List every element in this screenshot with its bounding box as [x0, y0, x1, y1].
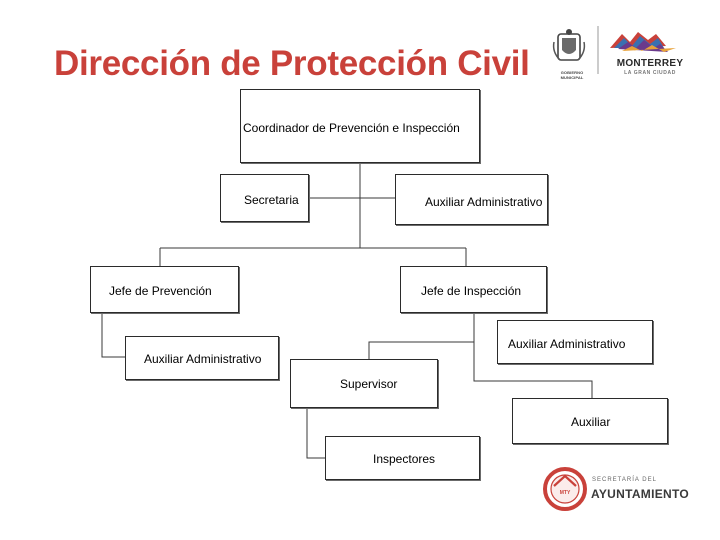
box-inspection-head — [400, 266, 547, 313]
box-prevention-assistant — [125, 336, 279, 380]
connector-prevention-assistant — [102, 313, 125, 357]
box-coord-assistant-label: Auxiliar Administrativo — [425, 195, 543, 209]
box-prevention-head — [90, 266, 239, 313]
box-supervisor — [290, 359, 438, 408]
box-inspection-assistant-label: Auxiliar Administrativo — [508, 337, 626, 351]
box-secretary — [220, 174, 309, 222]
ayuntamiento-badge-icon — [542, 466, 588, 512]
box-coord-assistant — [395, 174, 548, 225]
page-title: Dirección de Protección Civil — [54, 44, 530, 83]
box-inspection-head-label: Jefe de Inspección — [421, 284, 522, 298]
box-assistant — [512, 398, 668, 444]
box-prevention-head-label: Jefe de Prevención — [109, 284, 212, 298]
box-secretary-label: Secretaria — [244, 193, 299, 207]
box-inspectors — [325, 436, 480, 480]
box-coordinator-label: Coordinador de Prevención e Inspección — [243, 121, 460, 135]
ayuntamiento-name: AYUNTAMIENTO — [591, 487, 690, 501]
box-supervisor-label: Supervisor — [340, 377, 398, 391]
box-prevention-assistant-label: Auxiliar Administrativo — [144, 352, 262, 366]
box-inspectors-label: Inspectores — [373, 452, 436, 466]
connector-inspection-assistant — [369, 342, 474, 359]
city-tagline: LA GRAN CIUDAD — [624, 70, 676, 76]
ayuntamiento-badge-text: MTY — [559, 490, 571, 496]
box-coordinator — [240, 89, 480, 163]
connector-supervisor — [307, 408, 325, 458]
city-name: MONTERREY — [616, 58, 684, 69]
seal-label: GOBIERNO MUNICIPAL — [560, 70, 584, 80]
box-inspection-assistant — [497, 320, 653, 364]
ayuntamiento-subtitle: SECRETARÍA DEL — [592, 477, 657, 483]
box-assistant-label: Auxiliar — [571, 415, 611, 429]
